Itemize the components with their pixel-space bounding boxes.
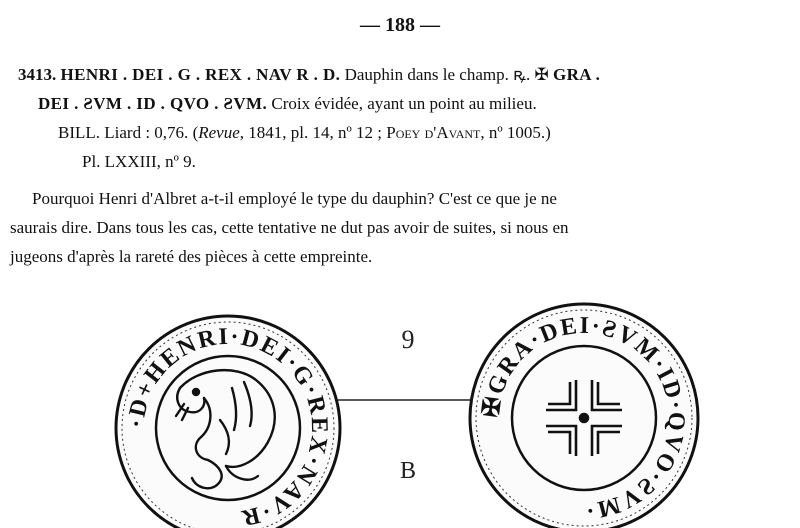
reverse-legend-end: DEI . ƧVM . ID . QVO . ƧVM. bbox=[38, 94, 268, 113]
figure-number: 9 bbox=[401, 325, 415, 354]
obverse-coin bbox=[116, 316, 340, 528]
reference-author: Poey d'Avant bbox=[386, 123, 481, 142]
entry-number: 3413. bbox=[18, 65, 57, 84]
obverse-legend: HENRI . DEI . G . REX . NAV R . D. bbox=[60, 65, 341, 84]
reverse-mark: ꝶ. bbox=[513, 65, 531, 84]
entry-line-1 bbox=[18, 60, 788, 89]
reference-details: , 1841, pl. 14, nº 12 ; bbox=[239, 123, 382, 142]
commentary-line-2: saurais dire. Dans tous les cas, cette tentative ne dut pas avoir de suites, si nous en bbox=[10, 218, 569, 237]
entry-line-2 bbox=[18, 89, 788, 118]
coin-plate bbox=[0, 270, 800, 528]
reference-close: , nº 1005.) bbox=[480, 123, 551, 142]
coin-plate-drawing bbox=[0, 270, 800, 528]
entry-line-4 bbox=[18, 147, 788, 176]
commentary-line-1: Pourquoi Henri d'Albret a-t-il employé le type du dauphin? C'est ce que je ne bbox=[32, 189, 557, 208]
page-number: — 188 — bbox=[360, 14, 440, 36]
reverse-coin bbox=[470, 304, 698, 528]
obverse-description: Dauphin dans le champ. bbox=[344, 65, 509, 84]
plate-reference: Pl. LXXIII, nº 9. bbox=[82, 152, 196, 171]
reverse-legend-start: GRA . bbox=[552, 65, 601, 84]
reverse-ring-text: ✠GRA·DEI·ƧVM·ID·QVO·ƧVM· bbox=[478, 312, 690, 524]
reverse-description: Croix évidée, ayant un point au milieu. bbox=[271, 94, 537, 113]
metal-weight: BILL. Liard : 0,76. bbox=[58, 123, 189, 142]
obverse-ring-text: ·D+HENRI·DEI·G·REX·NAV·R bbox=[123, 323, 333, 528]
cross-potent-icon: ✠ bbox=[534, 65, 549, 84]
cross-center-point bbox=[580, 414, 588, 422]
commentary-line-3: jugeons d'après la rareté des pièces à cette empreinte. bbox=[10, 247, 373, 266]
reference-open: ( bbox=[192, 123, 199, 142]
commentary-paragraph bbox=[10, 184, 788, 271]
entry-line-3 bbox=[18, 118, 788, 147]
reference-revue: Revue bbox=[198, 123, 240, 142]
catalog-entry bbox=[18, 60, 788, 176]
figure-letter: B bbox=[399, 458, 417, 484]
